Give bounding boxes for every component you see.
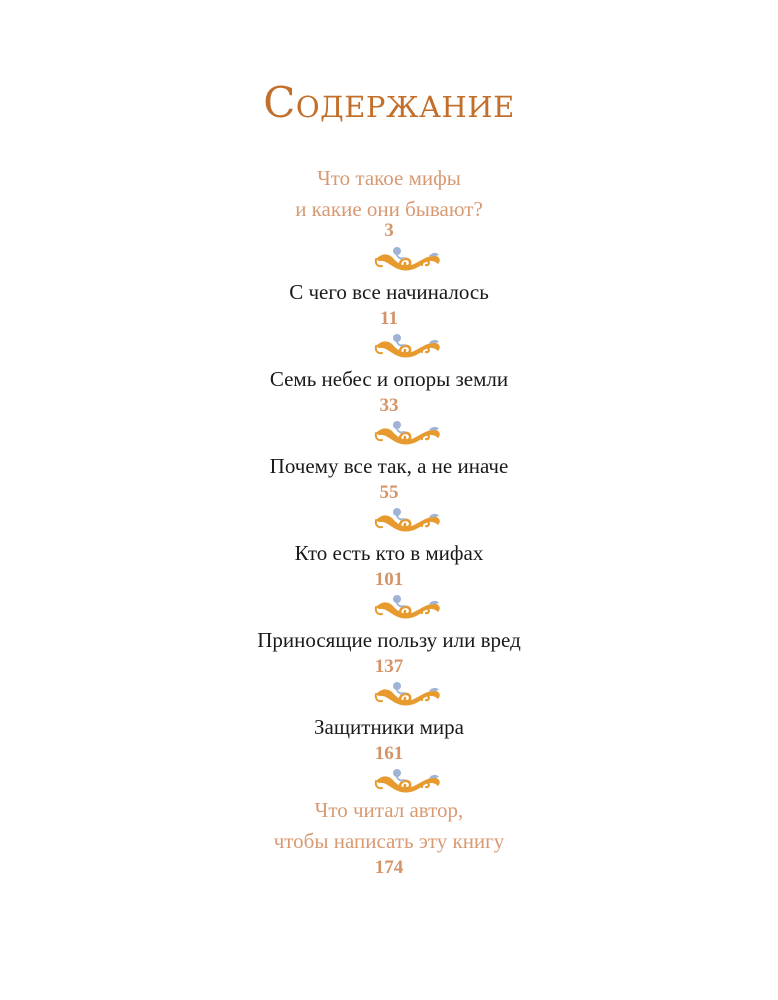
toc-entry-title-line: Что такое мифы xyxy=(317,166,461,190)
toc-entry-page[interactable]: 55 xyxy=(379,482,399,503)
scroll-flourish-icon xyxy=(374,766,442,796)
toc-entry-title-line: Приносящие пользу или вред xyxy=(257,628,521,652)
scroll-flourish-icon xyxy=(374,244,442,274)
page-title xyxy=(0,78,778,127)
toc-entry-title[interactable] xyxy=(0,365,778,393)
toc-entry-page[interactable]: 161 xyxy=(374,743,404,764)
toc-entry-title-line: и какие они бывают? xyxy=(295,197,483,221)
toc-entry-title-line: Кто есть кто в мифах xyxy=(294,541,484,565)
toc-entry-page[interactable]: 3 xyxy=(384,220,394,241)
toc-entry-title[interactable] xyxy=(0,452,778,480)
toc-entry-title-line: Что читал автор, xyxy=(314,798,464,822)
scroll-flourish-icon xyxy=(374,505,442,535)
toc-entry-title-line: чтобы написать эту книгу xyxy=(273,829,505,853)
scroll-flourish-icon xyxy=(374,592,442,622)
toc-entry-title-line: С чего все начиналось xyxy=(289,280,489,304)
scroll-flourish-icon xyxy=(374,331,442,361)
toc-entry-title[interactable] xyxy=(0,163,778,225)
page-title-rest: ОДЕРЖАНИЕ xyxy=(295,90,515,124)
toc-entry-title[interactable] xyxy=(0,795,778,857)
scroll-flourish-icon xyxy=(374,679,442,709)
toc-entry-title-line: Защитники мира xyxy=(314,715,464,739)
toc-entry-page[interactable]: 11 xyxy=(380,308,398,329)
toc-entry-title[interactable] xyxy=(0,278,778,306)
toc-entry-page[interactable]: 174 xyxy=(374,857,404,878)
toc-entry-title[interactable] xyxy=(0,539,778,567)
toc-entry-page[interactable]: 101 xyxy=(374,569,404,590)
toc-entry-title[interactable] xyxy=(0,626,778,654)
toc-entry-page[interactable]: 137 xyxy=(374,656,404,677)
toc-entry-title-line: Почему все так, а не иначе xyxy=(269,454,509,478)
toc-entry-title[interactable] xyxy=(0,713,778,741)
toc-entry-page[interactable]: 33 xyxy=(379,395,399,416)
toc-entry-title-line: Семь небес и опоры земли xyxy=(269,367,509,391)
scroll-flourish-icon xyxy=(374,418,442,448)
page-title-initial: С xyxy=(263,78,296,127)
